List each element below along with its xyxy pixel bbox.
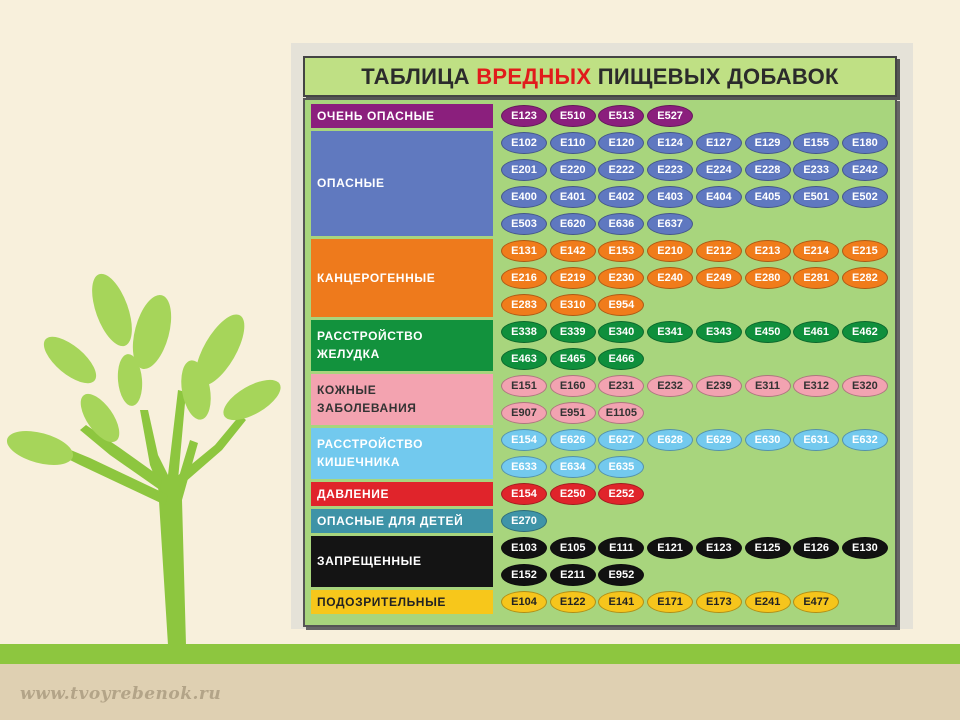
additive-code: E131 [501,240,547,262]
additive-code: E620 [550,213,596,235]
additive-code: E242 [842,159,888,181]
additive-code: E233 [793,159,839,181]
additive-code: E214 [793,240,839,262]
additive-code: E155 [793,132,839,154]
additive-code: E952 [598,564,644,586]
additive-code: E503 [501,213,547,235]
additive-code: E338 [501,321,547,343]
category-label-line: КАНЦЕРОГЕННЫЕ [317,270,436,285]
site-watermark: www.tvoyrebenok.ru [20,684,222,704]
additive-code: E462 [842,321,888,343]
category-label-line: ПОДОЗРИТЕЛЬНЫЕ [317,594,447,609]
category-label [311,482,493,506]
category-label-line: ОПАСНЫЕ ДЛЯ ДЕТЕЙ [317,513,464,528]
additive-code: E463 [501,348,547,370]
additive-code: E635 [598,456,644,478]
green-stripe [0,644,960,664]
additive-code: E510 [550,105,596,127]
additive-code: E280 [745,267,791,289]
title-part3: ПИЩЕВЫХ ДОБАВОК [597,63,839,89]
title-part2: ВРЕДНЫХ [476,63,592,89]
categories-panel [303,98,897,627]
additive-code: E631 [793,429,839,451]
additive-code: E241 [745,591,791,613]
additives-table-poster [291,43,913,629]
additive-code: E123 [501,105,547,127]
additive-code: E629 [696,429,742,451]
additive-code: E283 [501,294,547,316]
additive-code: E527 [647,105,693,127]
category-label [311,239,493,317]
additive-code: E402 [598,186,644,208]
category-label-line: ДАВЛЕНИЕ [317,486,390,501]
category-label [311,509,493,533]
additive-code: E339 [550,321,596,343]
additive-code: E122 [550,591,596,613]
additive-code: E173 [696,591,742,613]
additive-code: E120 [598,132,644,154]
category-label-line: ОЧЕНЬ ОПАСНЫЕ [317,108,435,123]
additive-code: E637 [647,213,693,235]
category-label-line: ЗАПРЕЩЕННЫЕ [317,554,422,569]
additive-code: E240 [647,267,693,289]
title-part1: ТАБЛИЦА [361,63,470,89]
additive-code: E403 [647,186,693,208]
additive-code: E124 [647,132,693,154]
additive-code: E513 [598,105,644,127]
additive-code: E151 [501,375,547,397]
additive-code: E215 [842,240,888,262]
additive-code: E632 [842,429,888,451]
additive-code: E630 [745,429,791,451]
additive-code: E633 [501,456,547,478]
tree-illustration [0,250,290,645]
additive-code: E127 [696,132,742,154]
additive-code: E102 [501,132,547,154]
additive-code: E153 [598,240,644,262]
additive-code: E104 [501,591,547,613]
additive-code: E466 [598,348,644,370]
additive-code: E232 [647,375,693,397]
additive-code: E1105 [598,402,644,424]
category-label [311,104,493,128]
additive-code: E501 [793,186,839,208]
table-title [303,56,897,97]
additive-code: E341 [647,321,693,343]
additive-code: E223 [647,159,693,181]
additive-code: E103 [501,537,547,559]
additive-code: E250 [550,483,596,505]
category-label [311,374,493,425]
additive-code: E210 [647,240,693,262]
additive-code: E626 [550,429,596,451]
category-label-line: ЖЕЛУДКА [317,347,380,362]
additive-code: E201 [501,159,547,181]
additive-code: E252 [598,483,644,505]
additive-code: E220 [550,159,596,181]
additive-code: E141 [598,591,644,613]
additive-code: E311 [745,375,791,397]
additive-code: E154 [501,429,547,451]
additive-code: E180 [842,132,888,154]
footer [0,664,960,720]
additive-code: E340 [598,321,644,343]
additive-code: E142 [550,240,596,262]
additive-code: E502 [842,186,888,208]
additive-code: E401 [550,186,596,208]
additive-code: E126 [793,537,839,559]
additive-code: E211 [550,564,596,586]
additive-code: E230 [598,267,644,289]
additive-code: E404 [696,186,742,208]
additive-code: E951 [550,402,596,424]
additive-code: E228 [745,159,791,181]
additive-code: E281 [793,267,839,289]
additive-code: E125 [745,537,791,559]
category-label [311,428,493,479]
additive-code: E312 [793,375,839,397]
additive-code: E216 [501,267,547,289]
category-label [311,590,493,614]
category-label-line: РАССТРОЙСТВО [317,437,424,452]
category-label-line: ЗАБОЛЕВАНИЯ [317,401,417,416]
category-label-line: РАССТРОЙСТВО [317,329,424,344]
additive-code: E477 [793,591,839,613]
additive-code: E121 [647,537,693,559]
additive-code: E105 [550,537,596,559]
additive-code: E154 [501,483,547,505]
additive-code: E400 [501,186,547,208]
additive-code: E123 [696,537,742,559]
additive-code: E239 [696,375,742,397]
additive-code: E130 [842,537,888,559]
additive-code: E171 [647,591,693,613]
additive-code: E160 [550,375,596,397]
additive-code: E465 [550,348,596,370]
additive-code: E907 [501,402,547,424]
category-label-line: ОПАСНЫЕ [317,176,385,191]
additive-code: E282 [842,267,888,289]
category-label [311,320,493,371]
additive-code: E222 [598,159,644,181]
additive-code: E111 [598,537,644,559]
additive-code: E627 [598,429,644,451]
additive-code: E249 [696,267,742,289]
additive-code: E954 [598,294,644,316]
category-label-line: КОЖНЫЕ [317,383,377,398]
additive-code: E213 [745,240,791,262]
additive-code: E129 [745,132,791,154]
additive-code: E634 [550,456,596,478]
additive-code: E310 [550,294,596,316]
additive-code: E152 [501,564,547,586]
category-label [311,131,493,236]
category-label [311,536,493,587]
additive-code: E212 [696,240,742,262]
additive-code: E110 [550,132,596,154]
category-label-line: КИШЕЧНИКА [317,455,401,470]
additive-code: E461 [793,321,839,343]
additive-code: E450 [745,321,791,343]
additive-code: E636 [598,213,644,235]
additive-code: E219 [550,267,596,289]
additive-code: E270 [501,510,547,532]
additive-code: E320 [842,375,888,397]
additive-code: E628 [647,429,693,451]
additive-code: E231 [598,375,644,397]
additive-code: E405 [745,186,791,208]
additive-code: E224 [696,159,742,181]
additive-code: E343 [696,321,742,343]
